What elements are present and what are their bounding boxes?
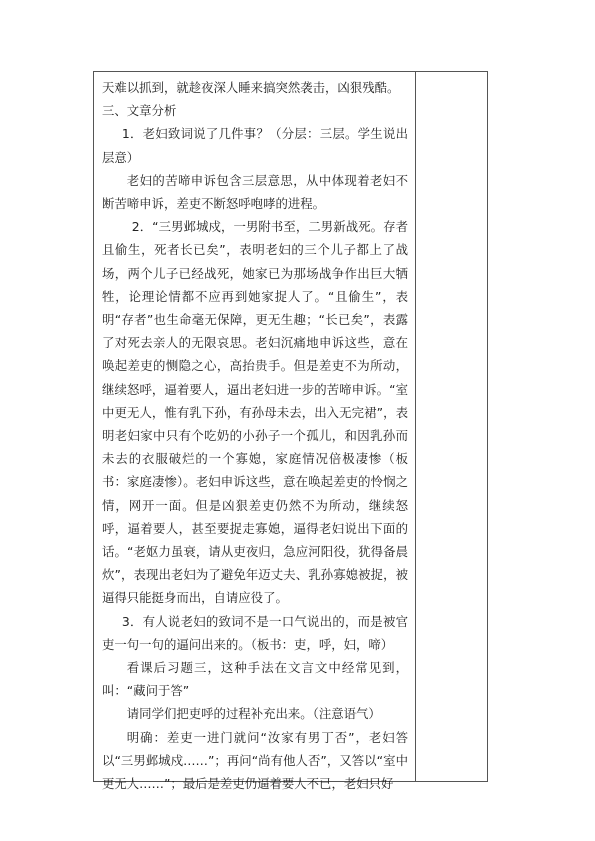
section-heading: 三、文章分析 xyxy=(102,103,177,119)
column-divider xyxy=(415,72,416,781)
question-2: 2．“三男邺城戍，一男附书至，二男新战死。存者且偷生，死者长已矣”，表明老妇的三个儿子都上了战场，两个儿子已经战死，她家已为那场战争作出巨大牺牲，论理论情都不应再到她家捉人了。“且偷生”，表明“存者”也生命毫无保障，更无生趣；“长已矣”，表露了对死去亲人的无限哀思。老妇沉痛地申诉这些，意在唤起差吏的恻隐之心，高抬贵手。但是差吏不为所动，继续怒呼，逼着要人，逼出老妇进一步的苦啼申诉。“室中更无人，惟有乳下孙，有孙母未去，出入无完裙”，表明老妇家中只有个吃奶的小孙子一个孤儿，和因乳孙而未去的衣服破烂的一个寡媳，家庭情况倍极凄惨（板书：家庭凄惨）。老妇申诉这些，意在唤起差吏的怜悯之情，网开一面。但是凶狠差吏仍然不为所动，继续怒呼，逼着要人，甚至要捉走寡媳，逼得老妇说出下面的话。“老妪力虽衰，请从吏夜归，急应河阳役，犹得备晨炊”，表现出老妇为了避免年迈丈夫、乳孙寡媳被捉，被逼得只能挺身而出，自请应役了。 xyxy=(102,219,408,606)
paragraph-continuation: 天难以抓到，就趁夜深人睡来搞突然袭击，凶狠残酷。 xyxy=(102,80,400,95)
question-1: 1．老妇致词说了几件事？（分层：三层。学生说出层意） xyxy=(102,126,408,165)
question-3: 3．有人说老妇的致词不是一口气说出的，而是被官吏一句一句的逼问出来的。（板书：吏，呼，妇，啼） xyxy=(102,613,408,652)
exercise-note: 看课后习题三，这种手法在文言文中经常见到，叫：“藏问于答” xyxy=(102,660,408,699)
instruction: 请同学们把吏呼的过程补充出来。（注意语气） xyxy=(126,706,381,722)
clarification: 明确：差吏一进门就问“汝家有男丁否”，老妇答以“三男邺城戍……”；再问“尚有他人否”，又答以“室中更无人……”；最后是差吏仍逼着要人不已，老妇只好 xyxy=(102,729,408,792)
answer-1: 老妇的苦啼申诉包含三层意思，从中体现着老妇不断苦啼申诉，差吏不断怒呼咆哮的进程。 xyxy=(102,172,408,212)
lesson-content-cell xyxy=(102,76,408,795)
lesson-table xyxy=(93,71,488,792)
